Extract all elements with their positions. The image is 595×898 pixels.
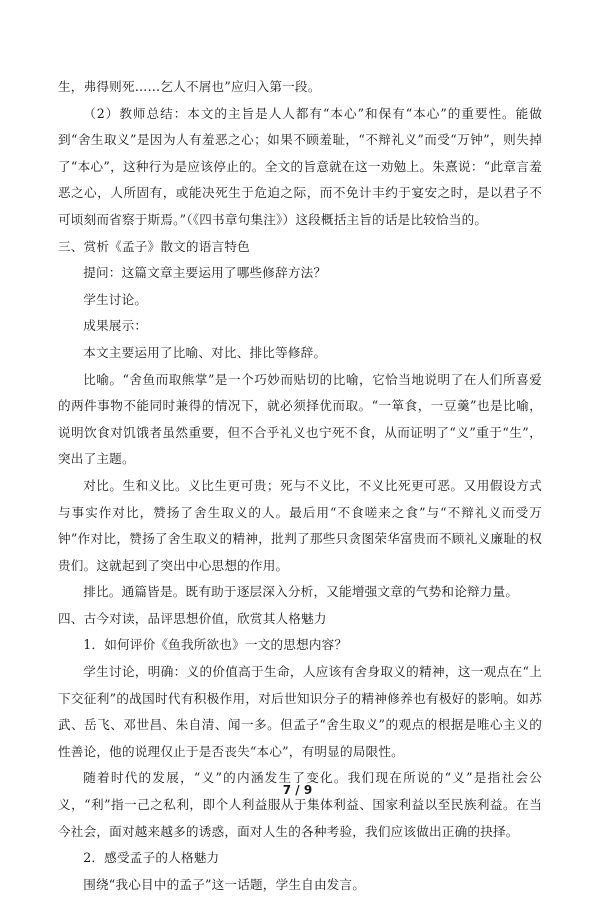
paragraph-item-1-title: 1．如何评价《鱼我所欲也》一文的思想内容？	[83, 637, 348, 653]
paragraph-item-1-answer: 学生讨论，明确：义的价值高于生命，人应该有舍身取义的精神，这一观点在“上下交征利”的战国时代有积极作用，对后世知识分子的精神修养也有极好的影响。如苏武、岳飞、邓世昌、朱自清、闻一多。但孟子“舍生取义”的观点的根据是唯心主义的性善论，他的说理仅止于是否丧失“本心”，有明显的局限性。	[58, 664, 542, 759]
paragraph-item-2-title: 2．感受孟子的人格魅力	[83, 850, 220, 866]
paragraph-contrast: 对比。生和义比。义比生更可贵；死与不义比，不义比死更可恶。又用假设方式与事实作对比，赞扬了舍生取义的人。最后用“不食嗟来之食”与“不辩礼义而受万钟”作对比，赞扬了舍生取义的精神，批判了那些只贪图荣华富贵而不顾礼义廉耻的权贵们。这就起到了突出中心思想的作用。	[58, 477, 542, 573]
paragraph-discussion: 学生讨论。	[83, 291, 148, 307]
paragraph-rhetoric-summary: 本文主要运用了比喻、对比、排比等修辞。	[83, 344, 327, 360]
paragraph-modern-meaning: 随着时代的发展，“义”的内涵发生了变化。我们现在所说的“义”是指社会公义，“利”指一己之私利，即个人利益服从于集体利益、国家利益以至民族利益。在当今社会，面对越来越多的诱惑，面对人生的各种考验，我们应该做出正确的抉择。	[58, 770, 542, 839]
paragraph-teacher-summary: （2）教师总结：本文的主旨是人人都有“本心”和保有“本心”的重要性。能做到“舍生取义”是因为人有羞恶之心；如果不顾羞耻，“不辩礼义”而受“万钟”，则失掉了“本心”，这种行为是应该停止的。全文的旨意就在这一劝勉上。朱熹说：“此章言羞恶之心，人所固有，或能决死生于危迫之际，而不免计丰约于宴安之时，是以君子不可顷刻而省察于斯焉。”（《四书章句集注》）这段概括主旨的话是比较恰当的。	[58, 105, 542, 227]
section-heading-language: 三、赏析《孟子》散文的语言特色	[58, 238, 250, 254]
section-heading-comparison: 四、古今对读，品评思想价值，欣赏其人格魅力	[58, 610, 327, 626]
document-body	[58, 74, 542, 898]
paragraph-parallelism: 排比。通篇皆是。既有助于逐层深入分析，又能增强文章的气势和论辩力量。	[83, 584, 519, 600]
paragraph-continuation: 生，弗得则死……乞人不屑也”应归入第一段。	[58, 79, 321, 94]
paragraph-metaphor: 比喻。“舍鱼而取熊掌”是一个巧妙而贴切的比喻，它恰当地说明了在人们所喜爱的两件事物不能同时兼得的情况下，就必须择优而取。“一箪食，一豆羹”也是比喻，说明饮食对饥饿者虽然重要，但不合乎礼义也宁死不食，从而证明了“义”重于“生”，突出了主题。	[58, 371, 542, 467]
paragraph-item-2-activity: 围绕“我心目中的孟子”这一话题，学生自由发言。	[83, 876, 366, 892]
paragraph-question: 提问：这篇文章主要运用了哪些修辞方法？	[83, 265, 327, 281]
paragraph-results-label: 成果展示：	[83, 318, 148, 334]
page-number: 7 / 9	[282, 783, 313, 797]
